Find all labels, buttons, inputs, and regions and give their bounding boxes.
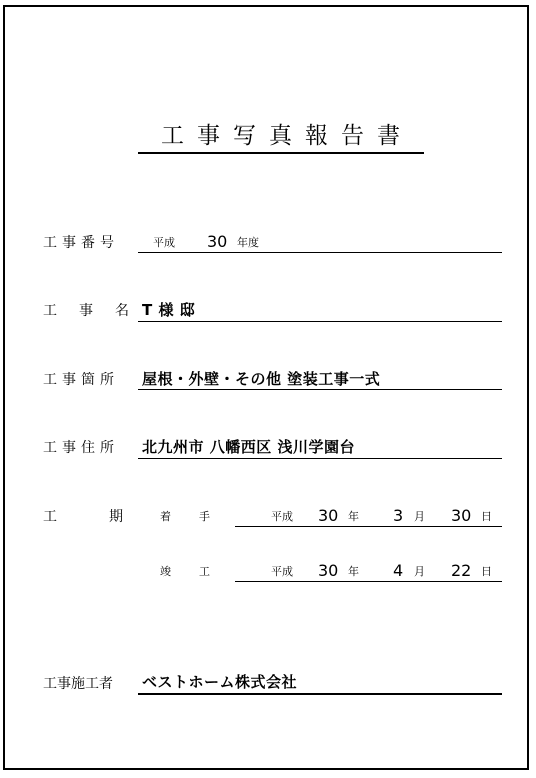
start-year-unit: 年 xyxy=(348,510,359,523)
kouji-bango-era: 平成 xyxy=(153,236,175,249)
end-day: 22 xyxy=(451,561,472,580)
start-day: 30 xyxy=(451,506,472,525)
kouji-mei-label-text: 工事名 xyxy=(43,303,151,319)
kouji-bango-year: 30 xyxy=(207,232,228,251)
end-month: 4 xyxy=(393,561,404,580)
end-month-unit: 月 xyxy=(414,565,425,578)
end-underline xyxy=(235,581,502,582)
start-month-unit: 月 xyxy=(414,510,425,523)
kouji-mei-underline xyxy=(138,321,502,322)
end-label: 竣工 xyxy=(160,565,238,578)
sekousha-label: 工事施工者 xyxy=(43,676,113,692)
kouji-bango-suffix: 年度 xyxy=(237,236,259,249)
end-era: 平成 xyxy=(271,565,293,578)
document-title: 工事写真報告書 xyxy=(138,120,424,154)
kouji-kasho-value: 屋根・外壁・その他 塗装工事一式 xyxy=(142,370,381,388)
end-year: 30 xyxy=(318,561,339,580)
kouji-bango-label: 工事番号 xyxy=(43,235,119,251)
kouji-kasho-underline xyxy=(138,389,502,390)
start-label: 着手 xyxy=(160,510,238,523)
sekousha-value: ベストホーム株式会社 xyxy=(142,673,298,691)
end-year-unit: 年 xyxy=(348,565,359,578)
kouji-kasho-label: 工事箇所 xyxy=(43,372,119,388)
start-month: 3 xyxy=(393,506,404,525)
kouji-bango-underline xyxy=(138,252,502,253)
kouji-mei-label xyxy=(43,301,151,321)
kouki-label: 工期 xyxy=(43,509,175,525)
start-year: 30 xyxy=(318,506,339,525)
start-day-unit: 日 xyxy=(481,510,492,523)
start-underline xyxy=(235,526,502,527)
kouji-jusho-value: 北九州市 八幡西区 浅川学園台 xyxy=(142,438,355,456)
kouji-jusho-underline xyxy=(138,458,502,459)
start-era: 平成 xyxy=(271,510,293,523)
end-day-unit: 日 xyxy=(481,565,492,578)
kouji-jusho-label: 工事住所 xyxy=(43,440,119,456)
sekousha-underline xyxy=(138,693,502,695)
kouji-mei-value: T 様 邸 xyxy=(142,301,196,319)
